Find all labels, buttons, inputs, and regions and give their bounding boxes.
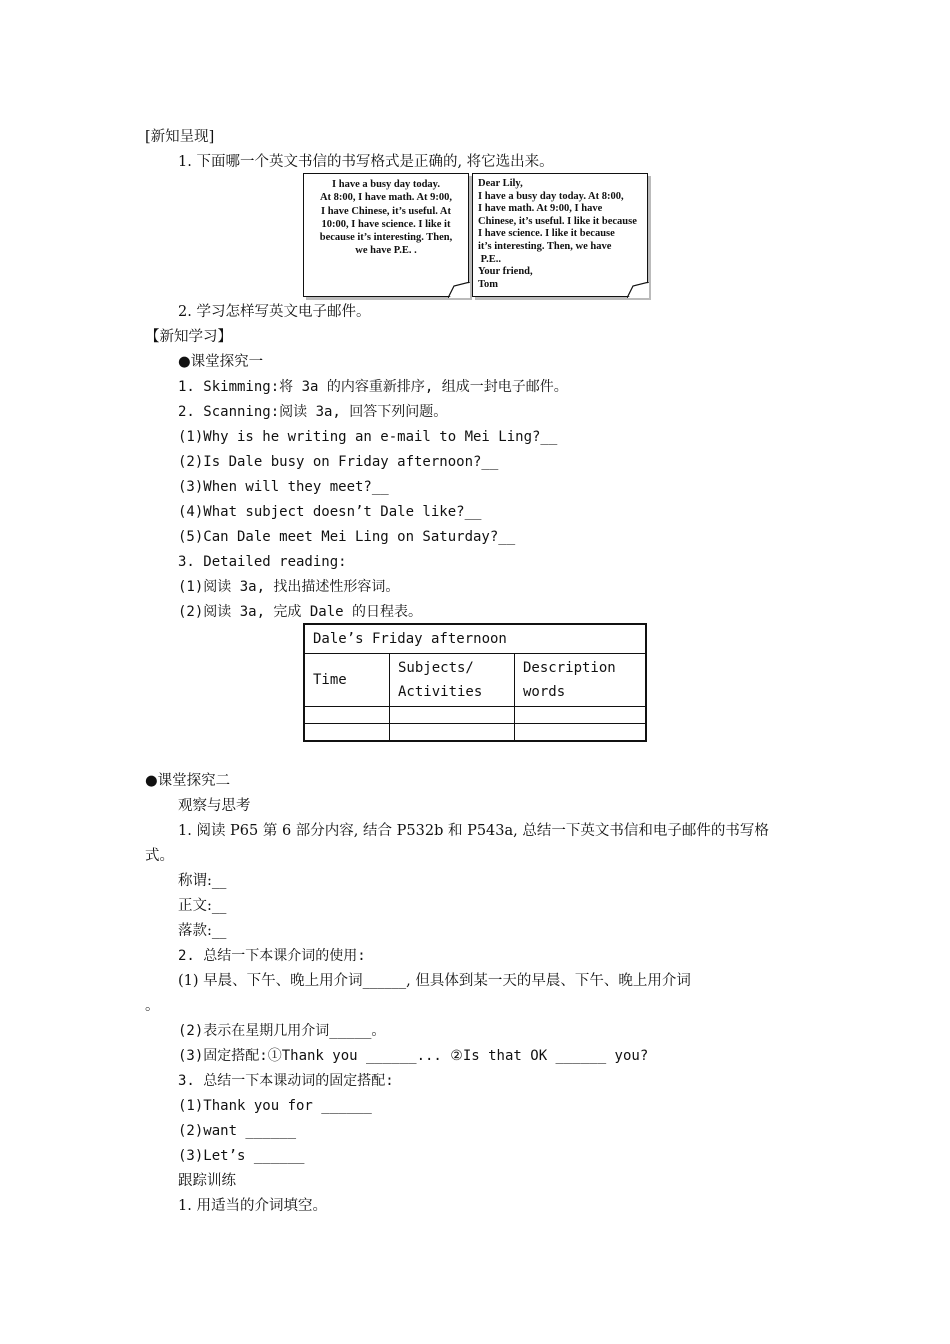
detailed-reading-1: (1)阅读 3a, 找出描述性形容词。 bbox=[178, 579, 400, 595]
table-cell[interactable] bbox=[390, 707, 515, 724]
preposition-1-cont: 。 bbox=[145, 998, 160, 1014]
table-cell[interactable] bbox=[304, 724, 390, 742]
detailed-reading-task: 3. Detailed reading: bbox=[178, 554, 347, 570]
letter-b-text: Dear Lily, I have a busy day today. At 8:00, I have math. At 9:00, I have Chinese, it’s useful. I like it because I have science. I like it because it’s interesting. Then, we have P.E.. Your friend, Tom bbox=[478, 178, 637, 290]
table-cell[interactable] bbox=[515, 724, 647, 742]
verb-phrase-3: (3)Let’s ______ bbox=[178, 1148, 305, 1164]
schedule-title: Dale’s Friday afternoon bbox=[304, 624, 646, 654]
verb-phrase-1: (1)Thank you for ______ bbox=[178, 1098, 372, 1114]
preposition-question: 2. 总结一下本课介词的使用: bbox=[178, 948, 366, 964]
scanning-question: (4)What subject doesn’t Dale like?__ bbox=[178, 504, 482, 520]
explore-2-heading: ●课堂探究二 bbox=[145, 773, 231, 789]
section-heading-intro: [新知呈现] bbox=[145, 129, 215, 145]
verb-phrase-question: 3. 总结一下本课动词的固定搭配: bbox=[178, 1073, 394, 1089]
scanning-question: (2)Is Dale busy on Friday afternoon?__ bbox=[178, 454, 499, 470]
table-row bbox=[304, 654, 646, 707]
scanning-question: (3)When will they meet?__ bbox=[178, 479, 389, 495]
section-heading-learn: 【新知学习】 bbox=[145, 329, 232, 345]
verb-phrase-2: (2)want ______ bbox=[178, 1123, 297, 1139]
preposition-3: (3)固定搭配:①Thank you ______... ②Is that OK ______ you? bbox=[178, 1048, 649, 1064]
letter-a-text: I have a busy day today. At 8:00, I have math. At 9:00, I have Chinese, it’s useful. At 10:00, I have science. I like it because it’s interesting. Then, we have P.E. . bbox=[319, 179, 453, 257]
scanning-question: (5)Can Dale meet Mei Ling on Saturday?__ bbox=[178, 529, 516, 545]
closing-blank: 落款:__ bbox=[178, 923, 227, 939]
scanning-task: 2. Scanning:阅读 3a, 回答下列问题。 bbox=[178, 404, 448, 420]
intro-question-1: 1. 下面哪一个英文书信的书写格式是正确的, 将它选出来。 bbox=[178, 154, 554, 170]
explore-1-heading: ●课堂探究一 bbox=[178, 354, 264, 370]
column-header-subjects: Subjects/ Activities bbox=[390, 654, 515, 707]
skimming-task: 1. Skimming:将 3a 的内容重新排序, 组成一封电子邮件。 bbox=[178, 379, 568, 395]
letter-option-b[interactable] bbox=[472, 173, 648, 297]
table-cell[interactable] bbox=[515, 707, 647, 724]
column-header-time: Time bbox=[304, 654, 390, 707]
format-question: 1. 阅读 P65 第 6 部分内容, 结合 P532b 和 P543a, 总结一下英文书信和电子邮件的书写格 bbox=[178, 823, 769, 839]
body-blank: 正文:__ bbox=[178, 898, 227, 914]
table-row bbox=[304, 724, 646, 742]
detailed-reading-2: (2)阅读 3a, 完成 Dale 的日程表。 bbox=[178, 604, 423, 620]
tracking-practice-heading: 跟踪训练 bbox=[178, 1173, 236, 1189]
schedule-table bbox=[303, 623, 647, 742]
tracking-task-1: 1. 用适当的介词填空。 bbox=[178, 1198, 327, 1214]
scanning-question: (1)Why is he writing an e-mail to Mei Ling?__ bbox=[178, 429, 558, 445]
salutation-blank: 称谓:__ bbox=[178, 873, 227, 889]
page-fold-icon bbox=[627, 282, 649, 298]
column-header-description: Description words bbox=[515, 654, 647, 707]
preposition-2: (2)表示在星期几用介词_____。 bbox=[178, 1023, 386, 1039]
page-fold-icon bbox=[448, 282, 470, 298]
preposition-1: (1) 早晨、下午、晚上用介词______, 但具体到某一天的早晨、下午、晚上用介词 bbox=[178, 973, 691, 989]
intro-question-2: 2. 学习怎样写英文电子邮件。 bbox=[178, 304, 371, 320]
format-question-cont: 式。 bbox=[145, 848, 174, 864]
table-row bbox=[304, 707, 646, 724]
letter-option-a[interactable] bbox=[303, 173, 469, 297]
table-cell[interactable] bbox=[304, 707, 390, 724]
table-cell[interactable] bbox=[390, 724, 515, 742]
observe-heading: 观察与思考 bbox=[178, 798, 251, 814]
table-row bbox=[304, 624, 646, 654]
